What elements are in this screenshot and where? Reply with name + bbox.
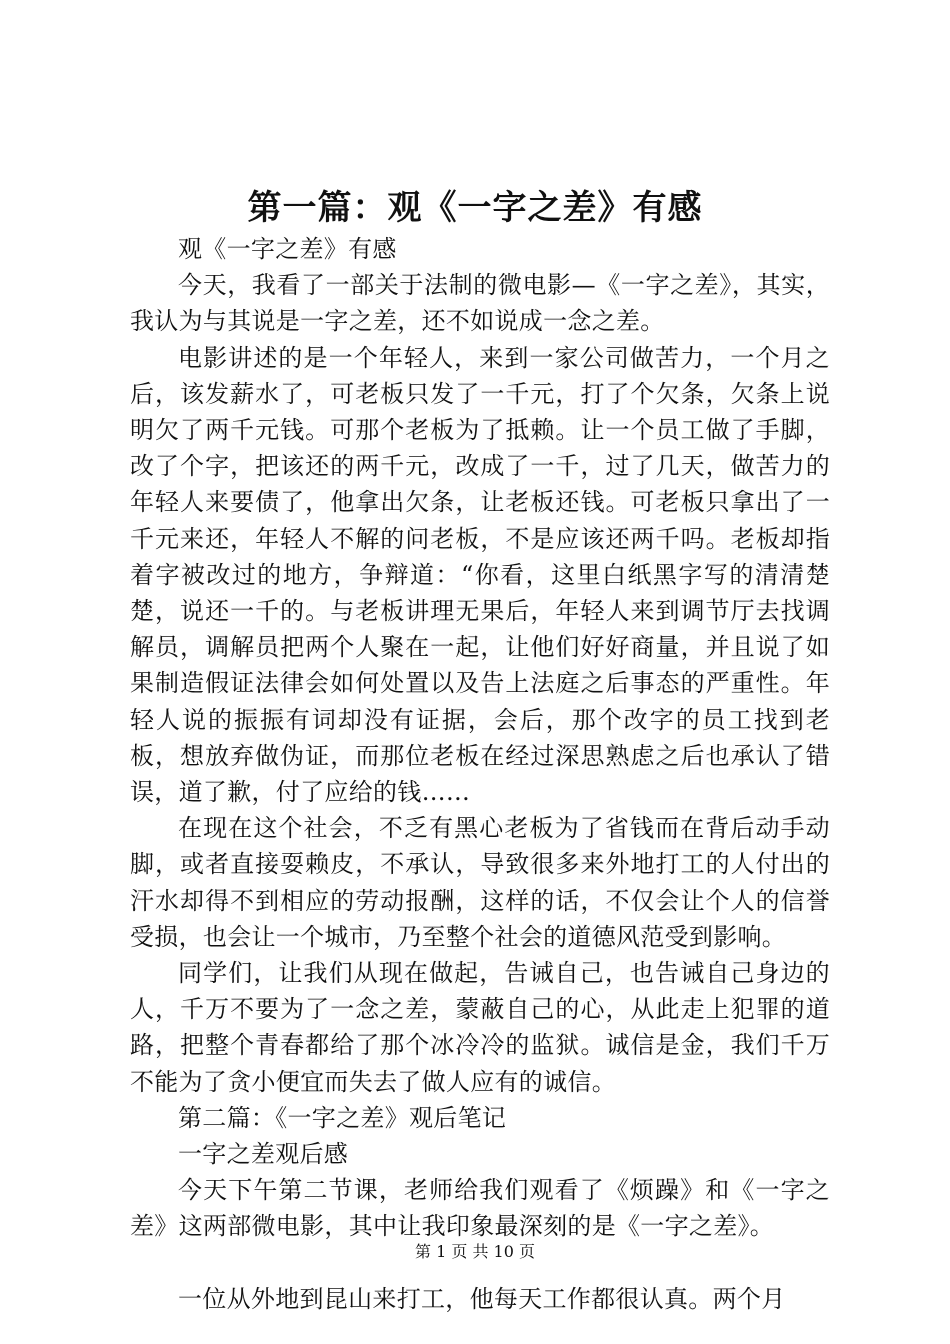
section-subheading: 一字之差观后感 (178, 1140, 349, 1169)
section-heading-second: 第二篇：《一字之差》观后笔记 (178, 1103, 507, 1132)
paragraph-worker: 一位从外地到昆山来打工，他每天工作都很认真。两个月 (178, 1284, 786, 1313)
paragraph-class: 今天下午第二节课，老师给我们观看了《烦躁》和《一字之差》这两部微电影，其中让我印象最深刻的是《一字之差》。 (130, 1176, 830, 1241)
document-title: 第一篇：观《一字之差》有感 (247, 188, 703, 228)
paragraph-subtitle: 观《一字之差》有感 (178, 235, 397, 263)
page-footer: 第 1 页 共 10 页 (415, 1242, 535, 1261)
paragraph-appeal: 同学们，让我们从现在做起，告诫自己，也告诫自己身边的人，千万不要为了一念之差，蒙蔽自己的心，从此走上犯罪的道路，把整个青春都给了那个冰冷冷的监狱。诚信是金，我们千万不能为了贪小便宜而失去了做人应有的诚信。 (130, 959, 830, 1096)
paragraph-society: 在现在这个社会，不乏有黑心老板为了省钱而在背后动手动脚，或者直接耍赖皮，不承认，导致很多来外地打工的人付出的汗水却得不到相应的劳动报酬，这样的话，不仅会让个人的信誉受损，也会让一个城市，乃至整个社会的道德风范受到影响。 (130, 814, 830, 951)
paragraph-intro: 今天，我看了一部关于法制的微电影—《一字之差》，其实，我认为与其说是一字之差，还不如说成一念之差。 (130, 271, 830, 336)
document-body (130, 231, 830, 1317)
paragraph-story: 电影讲述的是一个年轻人，来到一家公司做苦力，一个月之后，该发薪水了，可老板只发了一千元，打了个欠条，欠条上说明欠了两千元钱。可那个老板为了抵赖。让一个员工做了手脚，改了个字，把该还的两千元，改成了一千，过了几天，做苦力的年轻人来要债了，他拿出欠条，让老板还钱。可老板只拿出了一千元来还，年轻人不解的问老板，不是应该还两千吗。老板却指着字被改过的地方，争辩道：“你看，这里白纸黑字写的清清楚楚，说还一千的。与老板讲理无果后，年轻人来到调节厅去找调解员，调解员把两个人聚在一起，让他们好好商量，并且说了如果制造假证法律会如何处置以及告上法庭之后事态的严重性。年轻人说的振振有词却没有证据，会后，那个改字的员工找到老板，想放弃做伪证，而那位老板在经过深思熟虑之后也承认了错误，道了歉，付了应给的钱…… (130, 343, 830, 807)
